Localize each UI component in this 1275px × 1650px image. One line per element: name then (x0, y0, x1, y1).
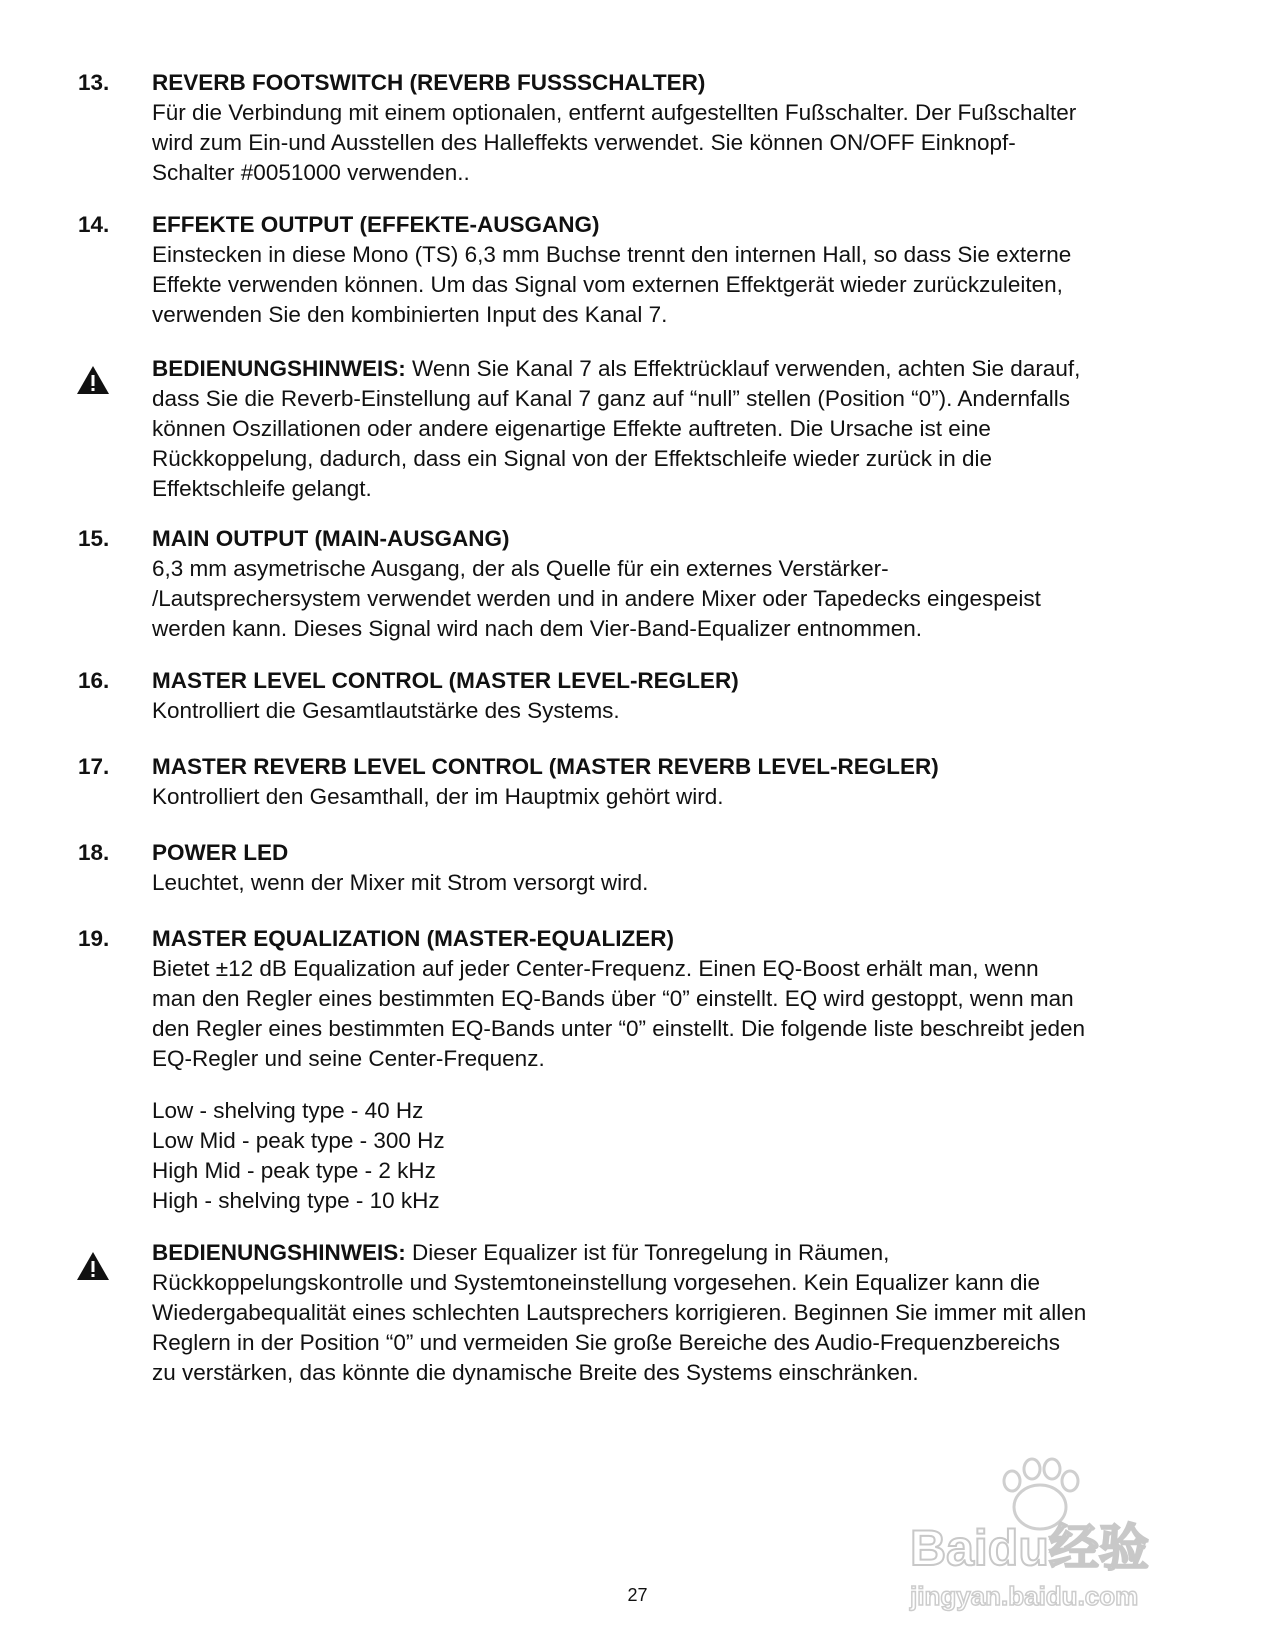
section-text-line: den Regler eines bestimmten EQ-Bands unter “0” einstellt. Die folgende liste beschreibt jeden (152, 1016, 1086, 1041)
section-number: 13. (78, 70, 110, 95)
section-text-line: Schalter #0051000 verwenden.. (152, 160, 470, 185)
eq-band-item: High - shelving type - 10 kHz (152, 1188, 440, 1213)
note-text-line: Rückkoppelung, dadurch, dass ein Signal von der Effektschleife wieder zurück in die (152, 446, 993, 471)
section-text-line: werden kann. Dieses Signal wird nach dem Vier-Band-Equalizer entnommen. (152, 616, 922, 641)
note-first-line-text: Wenn Sie Kanal 7 als Effektrücklauf verwenden, achten Sie darauf, (405, 356, 1081, 381)
section-text-line: /Lautsprechersystem verwendet werden und in andere Mixer oder Tapedecks eingespeist (152, 586, 1041, 611)
note-label: BEDIENUNGSHINWEIS: (152, 1240, 406, 1265)
section-text-line: wird zum Ein-und Ausstellen des Halleffekts verwendet. Sie können ON/OFF Einknopf- (152, 130, 1016, 155)
eq-band-item: Low Mid - peak type - 300 Hz (152, 1128, 445, 1153)
note-text-line: Rückkoppelungskontrolle und Systemtoneinstellung vorgesehen. Kein Equalizer kann die (152, 1270, 1041, 1295)
section-content (152, 524, 1212, 644)
section-number: 19. (78, 926, 110, 951)
section-content (152, 924, 1212, 1074)
section-text-line: Kontrolliert den Gesamthall, der im Hauptmix gehört wird. (152, 784, 724, 809)
section-text-line: 6,3 mm asymetrische Ausgang, der als Quelle für ein externes Verstärker- (152, 556, 889, 581)
section-heading: EFFEKTE OUTPUT (EFFEKTE-AUSGANG) (152, 212, 600, 237)
section-content (152, 752, 1212, 812)
section-heading: POWER LED (152, 840, 289, 865)
note-text-line: Effektschleife gelangt. (152, 476, 372, 501)
section-text-line: Effekte verwenden können. Um das Signal vom externen Effektgerät wieder zurückzuleiten, (152, 272, 1063, 297)
section-text-line: Kontrolliert die Gesamtlautstärke des Systems. (152, 698, 620, 723)
section-text-line: verwenden Sie den kombinierten Input des Kanal 7. (152, 302, 668, 327)
section-text-line: Einstecken in diese Mono (TS) 6,3 mm Buchse trennt den internen Hall, so dass Sie externe (152, 242, 1072, 267)
section-content (152, 666, 1212, 726)
section-text-line: Für die Verbindung mit einem optionalen, entfernt aufgestellten Fußschalter. Der Fußschalter (152, 100, 1077, 125)
note-text-line: dass Sie die Reverb-Einstellung auf Kanal 7 ganz auf “null” stellen (Position “0”). Andernfalls (152, 386, 1070, 411)
eq-band-item: Low - shelving type - 40 Hz (152, 1098, 424, 1123)
note-text-line: können Oszillationen oder andere eigenartige Effekte auftreten. Die Ursache ist eine (152, 416, 991, 441)
section-number: 15. (78, 526, 110, 551)
note-first-line-text: Dieser Equalizer ist für Tonregelung in Räumen, (405, 1240, 890, 1265)
section-heading: MASTER EQUALIZATION (MASTER-EQUALIZER) (152, 926, 675, 951)
section-content (152, 68, 1212, 188)
watermark-logo-text: Baidu经验 (910, 1520, 1149, 1576)
page-number: 27 (627, 1585, 648, 1605)
eq-band-item: High Mid - peak type - 2 kHz (152, 1158, 436, 1183)
section-content (152, 210, 1212, 330)
section-content (152, 838, 1212, 898)
section-heading: MASTER REVERB LEVEL CONTROL (MASTER REVERB LEVEL-REGLER) (152, 754, 939, 779)
section-number: 17. (78, 754, 110, 779)
watermark-url-text: jingyan.baidu.com (910, 1581, 1139, 1611)
note-label: BEDIENUNGSHINWEIS: (152, 356, 406, 381)
section-number: 16. (78, 668, 110, 693)
section-text-line: EQ-Regler und seine Center-Frequenz. (152, 1046, 545, 1071)
note-text-line: zu verstärken, das könnte die dynamische Breite des Systems einschränken. (152, 1360, 919, 1385)
section-text-line: Bietet ±12 dB Equalization auf jeder Center-Frequenz. Einen EQ-Boost erhält man, wenn (152, 956, 1039, 981)
warning-triangle-icon (76, 1250, 110, 1282)
note-text-line: Reglern in der Position “0” und vermeiden Sie große Bereiche des Audio-Frequenzbereichs (152, 1330, 1060, 1355)
section-heading: MASTER LEVEL CONTROL (MASTER LEVEL-REGLER) (152, 668, 739, 693)
section-number: 18. (78, 840, 110, 865)
section-text-line: Leuchtet, wenn der Mixer mit Strom versorgt wird. (152, 870, 649, 895)
section-text-line: man den Regler eines bestimmten EQ-Bands über “0” einstellt. EQ wird gestoppt, wenn man (152, 986, 1074, 1011)
warning-triangle-icon (76, 364, 110, 396)
note-first-line (152, 1238, 1212, 1268)
section-number: 14. (78, 212, 110, 237)
note-content (152, 1238, 1212, 1388)
section-heading: REVERB FOOTSWITCH (REVERB FUSSSCHALTER) (152, 70, 706, 95)
note-text-line: Wiedergabequalität eines schlechten Lautsprechers korrigieren. Beginnen Sie immer mit allen (152, 1300, 1087, 1325)
note-content (152, 354, 1212, 504)
note-first-line (152, 354, 1212, 384)
eq-band-list (152, 1096, 445, 1216)
section-heading: MAIN OUTPUT (MAIN-AUSGANG) (152, 526, 510, 551)
